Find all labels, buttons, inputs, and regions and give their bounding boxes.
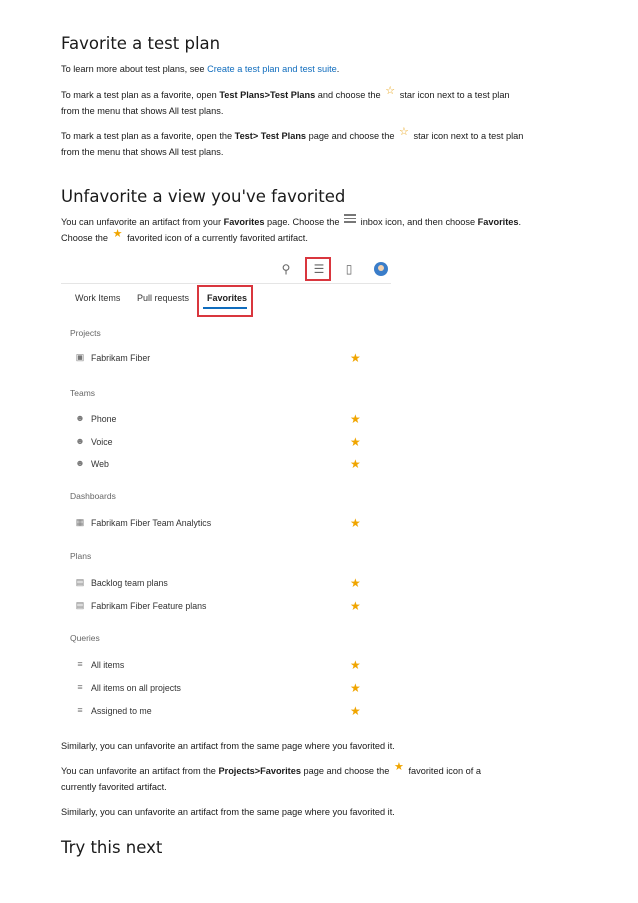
paragraph-learn-more: To learn more about test plans, see Create a test plan and test suite. xyxy=(61,64,340,74)
heading-try-this-next: Try this next xyxy=(61,838,163,857)
query-icon: ≡ xyxy=(77,659,83,669)
list-item[interactable]: ≡ All items ★ xyxy=(74,659,364,673)
star-filled-icon[interactable]: ★ xyxy=(350,658,361,672)
top-bar xyxy=(61,255,391,283)
star-outline-icon: ☆ xyxy=(385,85,396,97)
list-item[interactable]: ≡ All items on all projects ★ xyxy=(74,682,364,696)
list-item[interactable]: ☻ Phone ★ xyxy=(75,412,361,426)
inbox-icon[interactable]: ☰ xyxy=(313,262,325,276)
inbox-icon xyxy=(344,214,356,223)
star-filled-icon[interactable]: ★ xyxy=(350,599,361,613)
project-icon: ▣ xyxy=(75,352,85,362)
paragraph-mark-favorite-2: To mark a test plan as a favorite, open the Test> Test Plans page and choose the ☆ star icon next to a test plan from the menu that shows All test plans. xyxy=(61,126,524,157)
favorites-screenshot xyxy=(61,255,391,727)
paragraph-unfavorite-1: You can unfavorite an artifact from your Favorites page. Choose the inbox icon, and then choose Favorites. Choose the ★ favorited icon of a currently favorited artifact. xyxy=(61,214,561,246)
paragraph-unfavorite-3: You can unfavorite an artifact from the Projects>Favorites page and choose the ★ favorited icon of a currently favorited artifact. xyxy=(61,761,481,792)
list-item[interactable]: ≡ Assigned to me ★ xyxy=(74,705,364,719)
team-icon: ☻ xyxy=(75,458,85,468)
star-filled-icon: ★ xyxy=(112,228,123,240)
query-icon: ≡ xyxy=(77,705,83,715)
dashboard-icon: ▦ xyxy=(75,517,85,527)
star-filled-icon[interactable]: ★ xyxy=(350,351,361,365)
plan-icon: ▤ xyxy=(75,577,85,587)
heading-favorite-test-plan: Favorite a test plan xyxy=(61,34,221,53)
star-filled-icon[interactable]: ★ xyxy=(350,457,361,471)
star-outline-icon: ☆ xyxy=(399,126,409,138)
team-icon: ☻ xyxy=(75,413,85,423)
group-label-projects: Projects xyxy=(70,328,101,338)
star-filled-icon[interactable]: ★ xyxy=(350,412,361,426)
team-icon: ☻ xyxy=(75,436,85,446)
list-item[interactable]: ☻ Web ★ xyxy=(75,457,361,471)
paragraph-unfavorite-4: Similarly, you can unfavorite an artifact from the same page where you favorited it. xyxy=(61,807,395,817)
star-filled-icon[interactable]: ★ xyxy=(350,704,361,718)
list-item[interactable]: ▤ Fabrikam Fiber Feature plans ★ xyxy=(75,599,361,613)
paragraph-mark-favorite-1: To mark a test plan as a favorite, open Test Plans>Test Plans and choose the ☆ star icon next to a test plan from the menu that shows All test plans. xyxy=(61,85,510,116)
list-item[interactable]: ▦ Fabrikam Fiber Team Analytics ★ xyxy=(75,516,361,530)
inbox-highlight-box xyxy=(305,257,331,281)
plan-icon: ▤ xyxy=(75,600,85,610)
group-label-teams: Teams xyxy=(70,388,96,398)
paragraph-unfavorite-2: Similarly, you can unfavorite an artifact from the same page where you favorited it. xyxy=(61,741,395,751)
list-item[interactable]: ▣ Fabrikam Fiber ★ xyxy=(75,351,361,365)
group-label-queries: Queries xyxy=(70,633,100,643)
top-divider xyxy=(61,283,391,284)
heading-unfavorite: Unfavorite a view you've favorited xyxy=(61,187,346,206)
group-label-dashboards: Dashboards xyxy=(70,491,116,501)
star-filled-icon[interactable]: ★ xyxy=(350,576,361,590)
query-icon: ≡ xyxy=(77,682,83,692)
search-icon[interactable]: ⚲ xyxy=(281,262,291,276)
star-filled-icon[interactable]: ★ xyxy=(350,681,361,695)
avatar[interactable] xyxy=(374,262,388,276)
star-filled-icon: ★ xyxy=(393,761,404,773)
tab-pull-requests[interactable]: Pull requests xyxy=(137,293,190,303)
tab-favorites[interactable]: Favorites xyxy=(207,293,248,303)
create-test-plan-link[interactable]: Create a test plan and test suite xyxy=(207,64,337,74)
list-item[interactable]: ▤ Backlog team plans ★ xyxy=(75,576,361,590)
list-item[interactable]: ☻ Voice ★ xyxy=(75,435,361,449)
favorites-tab-highlight-box xyxy=(197,285,253,317)
clipboard-icon[interactable]: ▯ xyxy=(345,262,353,276)
tab-work-items[interactable]: Work Items xyxy=(75,293,121,303)
star-filled-icon[interactable]: ★ xyxy=(350,435,361,449)
star-filled-icon[interactable]: ★ xyxy=(350,516,361,530)
group-label-plans: Plans xyxy=(70,551,92,561)
